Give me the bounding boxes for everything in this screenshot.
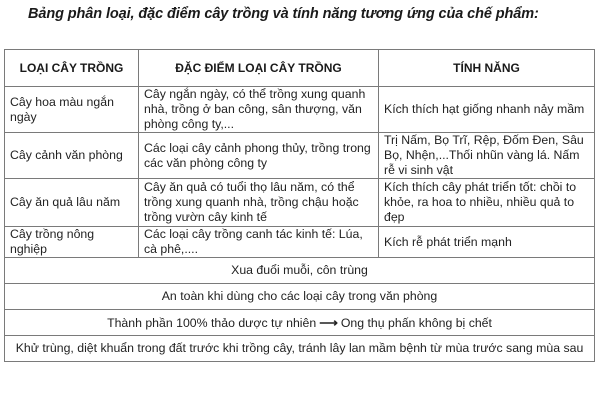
header-row (5, 50, 595, 87)
cell-plant-type: Cây trồng nông nghiệp (5, 227, 139, 258)
classification-table (4, 49, 595, 362)
cell-plant-type: Cây hoa màu ngắn ngày (5, 87, 139, 133)
herbal-text: Thành phần 100% thảo dược tự nhiên (107, 315, 317, 330)
table-row (5, 87, 595, 133)
footer-soil-disinfection: Khử trùng, diệt khuẩn trong đất trước khi trồng cây, tránh lây lan mầm bệnh từ mùa trước sang mùa sau (5, 336, 595, 362)
cell-plant-features: Các loại cây trồng canh tác kinh tế: Lúa, cà phê,.... (139, 227, 379, 258)
footer-herbal-ingredients (5, 310, 595, 336)
footer-office-safety: An toàn khi dùng cho các loại cây trong văn phòng (5, 284, 595, 310)
cell-benefits: Kích rễ phát triển mạnh (379, 227, 595, 258)
cell-benefits: Kích thích cây phát triển tốt: chồi to khỏe, ra hoa to nhiều, nhiều quả to đẹp (379, 179, 595, 227)
footer-row-disinfect (5, 336, 595, 362)
cell-benefits: Trị Nấm, Bọ Trĩ, Rệp, Đốm Đen, Sâu Bọ, Nhện,...Thối nhũn vàng lá. Nấm rễ vi sinh vật (379, 133, 595, 179)
arrow-right-icon: ⟶ (319, 314, 338, 330)
table-row (5, 227, 595, 258)
header-benefits: TÍNH NĂNG (379, 50, 595, 87)
table-row (5, 133, 595, 179)
bee-safe-text: Ong thụ phấn không bị chết (340, 315, 492, 330)
header-plant-features: ĐẶC ĐIỂM LOẠI CÂY TRỒNG (139, 50, 379, 87)
cell-plant-features: Cây ăn quả có tuổi thọ lâu năm, có thể trồng xung quanh nhà, trồng chậu hoặc trồng vườn cây kinh tế (139, 179, 379, 227)
cell-plant-type: Cây cảnh văn phòng (5, 133, 139, 179)
footer-repel-insects: Xua đuổi muỗi, côn trùng (5, 258, 595, 284)
document-title: Bảng phân loại, đặc điểm cây trồng và tính năng tương ứng của chế phẩm: (28, 6, 539, 22)
footer-row-safety (5, 284, 595, 310)
cell-plant-type: Cây ăn quả lâu năm (5, 179, 139, 227)
table-row (5, 179, 595, 227)
cell-plant-features: Cây ngắn ngày, có thể trồng xung quanh nhà, trồng ở ban công, sân thượng, văn phòng công ty,... (139, 87, 379, 133)
footer-row-repel (5, 258, 595, 284)
header-plant-type: LOẠI CÂY TRỒNG (5, 50, 139, 87)
footer-row-herbal (5, 310, 595, 336)
cell-benefits: Kích thích hạt giống nhanh nảy mầm (379, 87, 595, 133)
cell-plant-features: Các loại cây cảnh phong thủy, trồng trong các văn phòng công ty (139, 133, 379, 179)
